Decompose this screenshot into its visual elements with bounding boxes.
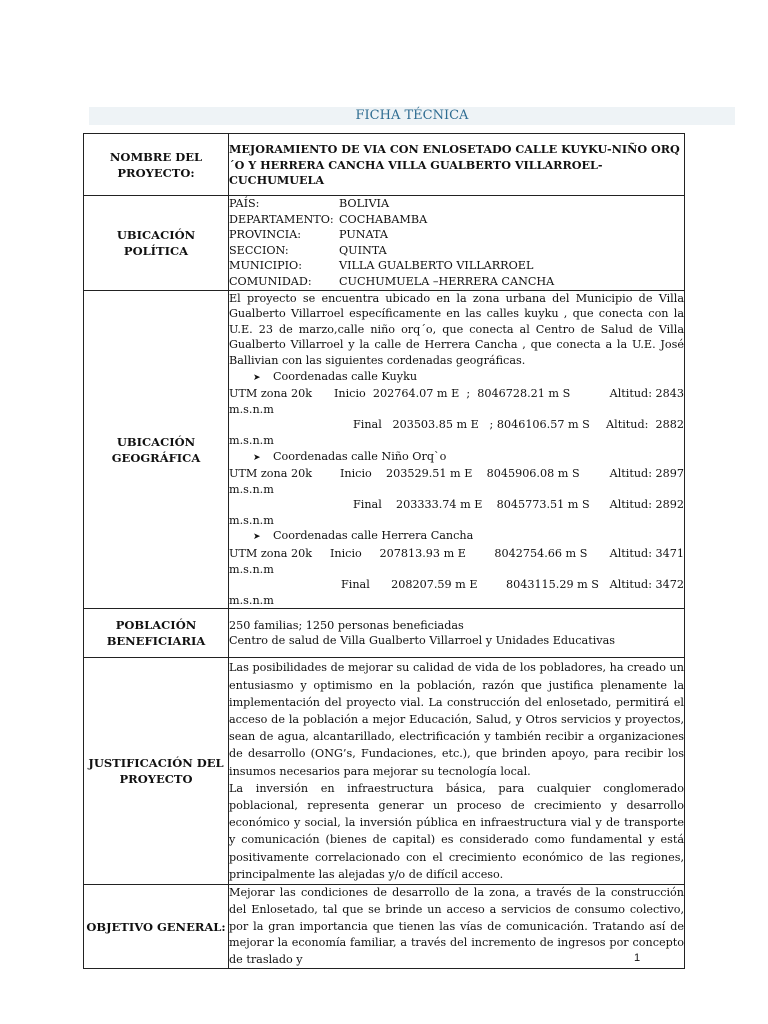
politica-value: BOLIVIA: [339, 197, 390, 210]
coord-inicio: Inicio 203529.51 m E 8045906.08 m S: [339, 467, 580, 481]
ficha-tecnica-table: [83, 133, 685, 969]
geografica-intro: El proyecto se encuentra ubicado en la zona urbana del Municipio de Villa Gualberto Villarroel específicamente en las calles kuyku , que conecta con la U.E. 23 de marzo,calle niño orq´o, que conecta al Centro de Salud de Villa Gualberto Villarroel y la calle de Herrera Cancha , que conecta a la U.E. José Ballivian con las siguientes cordenadas geográficas.: [229, 291, 684, 367]
poblacion-line: 250 familias; 1250 personas beneficiadas: [229, 618, 464, 632]
objetivo-text: Mejorar las condiciones de desarrollo de la zona, a través de la construcción del Enlosetado, tal que se brinde un acceso a servicios de consumo colectivo, por la gran importancia que tienen las vías de comunicación. Tratando así de mejorar la economía familiar, a través del incremento de ingresos por concepto de traslado y: [229, 885, 685, 969]
justificacion-paragraph: La inversión en infraestructura básica, para cualquier conglomerado poblacional, representa generar un proceso de crecimiento y desarrollo económico y social, la inversión pública en infraestructura vial y de transporte y comunicación (bienes de capital) es considerado como fundamental y está positivamente correlacionado con el crecimiento económico de las regiones, principalmente las alejadas y/o de difícil acceso.: [229, 781, 684, 881]
coord-line-final: [229, 577, 684, 593]
coord-final: Final 203333.74 m E 8045773.51 m S: [353, 498, 590, 512]
coord-heading-text: Coordenadas calle Herrera Cancha: [273, 529, 474, 543]
politica-value: QUINTA: [339, 243, 387, 257]
coord-line-inicio: [229, 466, 684, 482]
row-ubicacion-politica: [84, 196, 685, 291]
altitud: Altitud: 2897: [609, 467, 684, 481]
politica-key: COMUNIDAD:: [229, 274, 312, 288]
coord-heading: [229, 369, 684, 387]
politica-row: [229, 274, 684, 290]
politica-row: [229, 243, 684, 259]
row-ubicacion-geografica: [84, 290, 685, 609]
coord-inicio: Inicio 202764.07 m E ; 8046728.21 m S: [333, 387, 571, 401]
justificacion-label: JUSTIFICACIÓN DEL PROYECTO: [84, 658, 229, 885]
row-justificacion: [84, 658, 685, 885]
nombre-value: MEJORAMIENTO DE VIA CON ENLOSETADO CALLE KUYKU-NIÑO ORQ´O Y HERRERA CANCHA VILLA GUALBERTO VILLARROEL-CUCHUMUELA: [229, 134, 685, 196]
altitud-unit: m.s.n.m: [229, 482, 274, 496]
arrow-bullet-icon: ➤: [253, 452, 261, 463]
page-number: 1: [634, 952, 641, 964]
politica-key: PROVINCIA:: [229, 228, 302, 242]
politica-row: [229, 196, 684, 212]
coord-line-inicio: [229, 546, 684, 562]
altitud: Altitud: 2882: [606, 418, 684, 432]
utm-zone: UTM zona 20k: [229, 547, 312, 561]
politica-label: UBICACIÓN POLÍTICA: [84, 196, 229, 291]
row-nombre: [84, 134, 685, 196]
row-poblacion: [84, 609, 685, 658]
coord-line-final: [229, 417, 684, 433]
altitud: Altitud: 2892: [609, 498, 684, 512]
politica-value: CUCHUMUELA –HERRERA CANCHA: [339, 274, 555, 288]
coord-heading-text: Coordenadas calle Niño Orq`o: [273, 449, 447, 463]
politica-value: PUNATA: [339, 228, 388, 242]
altitud-unit: m.s.n.m: [229, 513, 274, 527]
altitud: Altitud: 3472: [609, 578, 684, 592]
geografica-values: [229, 290, 685, 609]
politica-value: COCHABAMBA: [339, 212, 428, 226]
utm-zone: UTM zona 20k: [229, 467, 312, 481]
poblacion-label: POBLACIÓN BENEFICIARIA: [84, 609, 229, 658]
coord-heading: [229, 449, 684, 467]
altitud-unit: m.s.n.m: [229, 402, 274, 416]
altitud-unit: m.s.n.m: [229, 562, 274, 576]
geografica-label: UBICACIÓN GEOGRÁFICA: [84, 290, 229, 609]
justificacion-paragraph: Las posibilidades de mejorar su calidad de vida de los pobladores, ha creado un entusiasmo y optimismo en la población, razón que justifica plenamente la implementación del proyecto vial. La construcción del enlosetado, permitirá el acceso de la población a mejor Educación, Salud, y Otros servicios y proyectos, sean de agua, alcantarillado, electrificación y también recibir a organizaciones de desarrollo (ONG’s, Fundaciones, etc.), que brinden apoyo, para recibir los insumos necesarios para mejorar su tecnología local.: [229, 661, 684, 778]
objetivo-label: OBJETIVO GENERAL:: [84, 885, 229, 969]
politica-value: VILLA GUALBERTO VILLARROEL: [339, 259, 534, 273]
altitud: Altitud: 3471: [609, 547, 684, 561]
altitud-unit: m.s.n.m: [229, 433, 274, 447]
poblacion-line: Centro de salud de Villa Gualberto Villarroel y Unidades Educativas: [229, 634, 616, 648]
utm-zone: UTM zona 20k: [229, 387, 312, 401]
coord-heading: [229, 528, 684, 546]
justificacion-values: [229, 658, 685, 885]
politica-key: MUNICIPIO:: [229, 259, 302, 273]
arrow-bullet-icon: ➤: [253, 532, 261, 543]
document-title: FICHA TÉCNICA: [89, 107, 735, 125]
politica-row: [229, 212, 684, 228]
nombre-label: NOMBRE DEL PROYECTO:: [84, 134, 229, 196]
altitud: Altitud: 2843: [609, 387, 684, 401]
coord-heading-text: Coordenadas calle Kuyku: [273, 369, 418, 383]
poblacion-values: [229, 609, 685, 658]
coord-inicio: Inicio 207813.93 m E 8042754.66 m S: [329, 547, 588, 561]
politica-key: DEPARTAMENTO:: [229, 212, 334, 226]
coord-final: Final 203503.85 m E ; 8046106.57 m S: [353, 418, 590, 432]
row-objetivo: [84, 885, 685, 969]
politica-row: [229, 227, 684, 243]
arrow-bullet-icon: ➤: [253, 372, 261, 383]
coord-final: Final 208207.59 m E 8043115.29 m S: [341, 578, 599, 592]
politica-key: PAÍS:: [229, 197, 260, 210]
politica-key: SECCION:: [229, 243, 289, 257]
coord-line-final: [229, 497, 684, 513]
politica-values: [229, 196, 685, 291]
coord-line-inicio: [229, 386, 684, 402]
politica-row: [229, 258, 684, 274]
altitud-unit: m.s.n.m: [229, 593, 274, 607]
